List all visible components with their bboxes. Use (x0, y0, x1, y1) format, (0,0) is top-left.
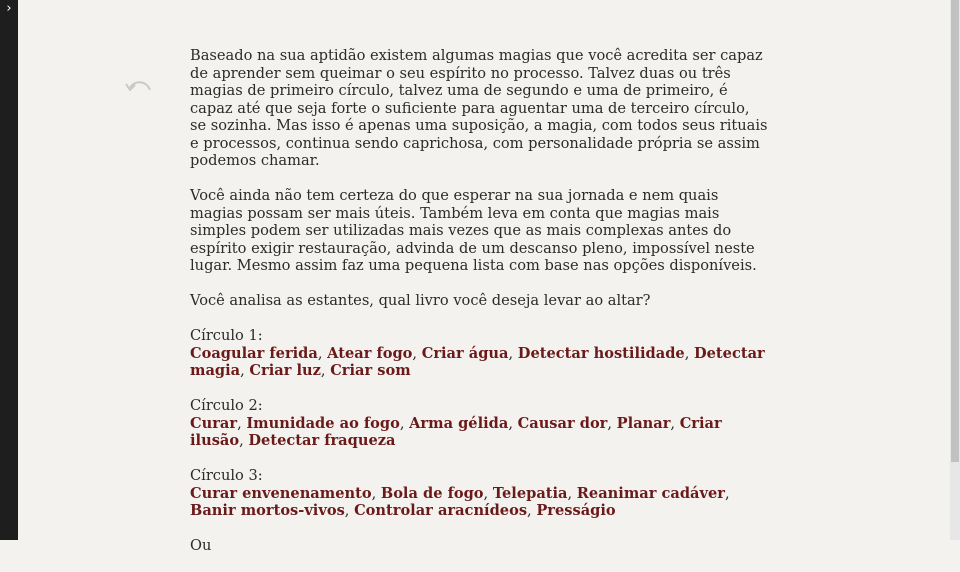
spell-link[interactable]: Planar (616, 414, 671, 432)
spell-list (190, 345, 765, 380)
spell-separator: , (317, 344, 328, 362)
spell-link[interactable]: Criar luz (249, 362, 321, 379)
story-paragraph: Você ainda não tem certeza do que esperar na sua jornada e nem quais magias possam ser mais úteis. Também leva em conta que magias mais simples podem ser utilizadas mais vezes que as mais complexas antes do espírito exigir restauração, advinda de um descanso pleno, impossível neste lugar. Mesmo assim faz uma pequena lista com base nas opções disponíveis. (190, 187, 757, 274)
spell-link[interactable]: Bola de fogo (380, 484, 484, 502)
spell-separator: , (237, 414, 247, 432)
spell-link[interactable]: Arma gélida (409, 414, 509, 432)
circle-2-block (190, 397, 770, 450)
spell-list (190, 415, 722, 450)
undo-arrow-icon[interactable] (124, 78, 154, 102)
left-sidebar (0, 0, 18, 540)
spell-link[interactable]: Detectar magia (190, 344, 765, 379)
spell-separator: , (371, 484, 381, 502)
spell-link[interactable]: Telepatia (492, 484, 568, 502)
spell-separator: , (567, 484, 577, 502)
circle-label: Círculo 3: (190, 467, 263, 484)
spell-separator: , (399, 414, 410, 432)
story-ending: Ou (190, 537, 212, 554)
spell-separator: , (684, 344, 694, 362)
spell-link[interactable]: Controlar aracnídeos (354, 502, 528, 519)
spell-link[interactable]: Criar ilusão (190, 414, 722, 449)
spell-link[interactable]: Curar (190, 414, 238, 432)
circle-1-block (190, 327, 770, 380)
spell-link[interactable]: Criar água (421, 344, 509, 362)
spell-separator: , (724, 484, 730, 502)
story-paragraph: Baseado na sua aptidão existem algumas magias que você acredita ser capaz de aprender sem queimar o seu espírito no processo. Talvez duas ou três magias de primeiro círculo, talvez uma de segundo e uma de primeiro, é capaz até que seja forte o suficiente para aguentar uma de terceiro círculo, se sozinha. Mas isso é apenas uma suposição, a magia, com todos seus rituais e processos, continua sendo caprichosa, com personalidade própria se assim podemos chamar. (190, 47, 768, 169)
spell-separator: , (527, 502, 537, 519)
spell-separator: , (508, 414, 518, 432)
scrollbar[interactable] (950, 0, 960, 540)
spell-separator: , (320, 362, 331, 379)
spell-separator: , (412, 344, 422, 362)
spell-link[interactable]: Causar dor (517, 414, 608, 432)
chevron-right-icon[interactable]: › (6, 1, 12, 16)
spell-separator: , (483, 484, 493, 502)
circle-label: Círculo 2: (190, 397, 263, 414)
spell-link[interactable]: Atear fogo (327, 344, 413, 362)
spell-separator: , (508, 344, 518, 362)
spell-link[interactable]: Presságio (536, 502, 616, 519)
spell-link[interactable]: Banir mortos-vivos (190, 502, 345, 519)
circle-label: Círculo 1: (190, 327, 263, 344)
spell-separator: , (607, 414, 617, 432)
spell-separator: , (670, 414, 680, 432)
spell-separator: , (240, 362, 250, 379)
spell-link[interactable]: Coagular ferida (190, 344, 318, 362)
spell-link[interactable]: Reanimar cadáver (576, 484, 725, 502)
story-passage (190, 47, 770, 572)
spell-link[interactable]: Imunidade ao fogo (246, 414, 400, 432)
scrollbar-thumb[interactable] (951, 0, 959, 462)
spell-separator: , (344, 502, 355, 519)
circle-3-block (190, 467, 770, 520)
spell-list (190, 485, 730, 520)
spell-link[interactable]: Criar som (330, 362, 411, 379)
spell-separator: , (239, 432, 249, 449)
spell-link[interactable]: Detectar fraqueza (248, 432, 396, 449)
spell-link[interactable]: Detectar hostilidade (517, 344, 685, 362)
story-question: Você analisa as estantes, qual livro você deseja levar ao altar? (190, 292, 651, 309)
spell-link[interactable]: Curar envenenamento (190, 484, 372, 502)
